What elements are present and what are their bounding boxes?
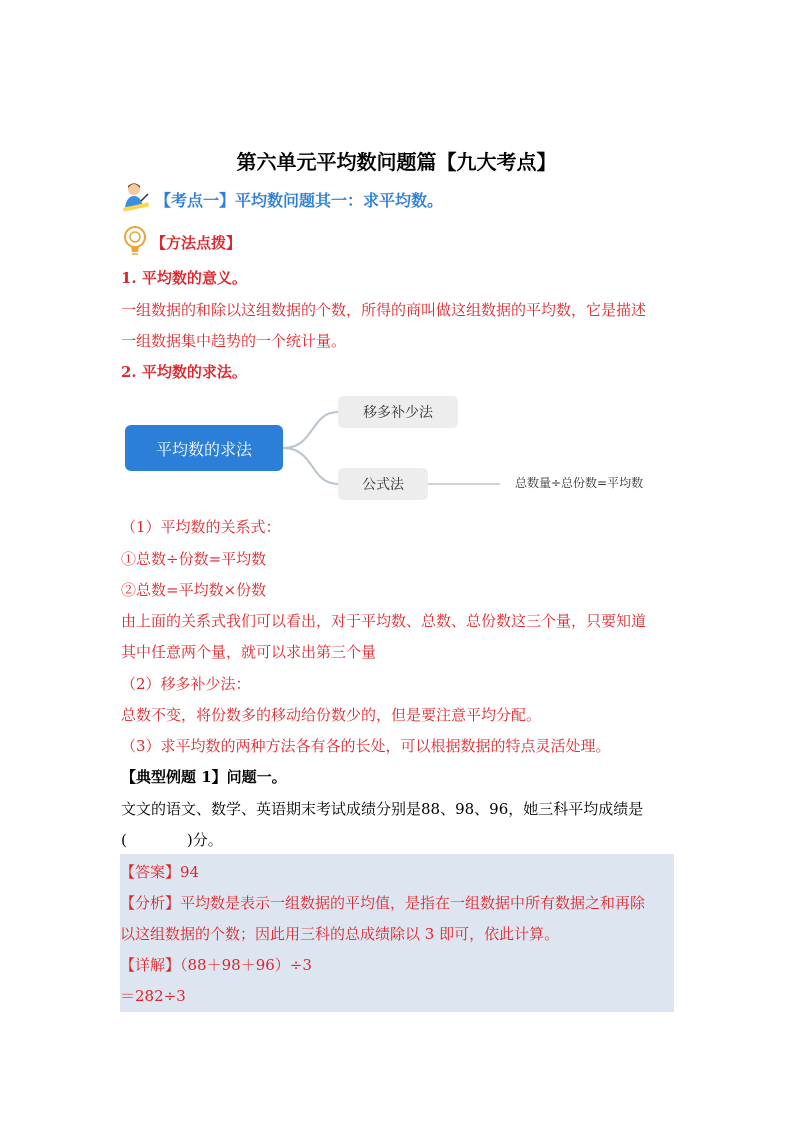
analysis-line1: [120, 893, 680, 913]
mindmap-root-node: 平均数的求法: [125, 425, 283, 471]
answer-label: 【答案】: [120, 863, 181, 881]
lightbulb-icon: [121, 224, 149, 260]
fangfa-heading: [121, 225, 241, 259]
answer-panel: [120, 854, 674, 1012]
fangfa-text: 【方法点拨】: [151, 233, 242, 252]
mindmap-diagram: [120, 392, 680, 504]
detail-text-1: （88＋98＋96）÷3: [180, 956, 312, 974]
kaodian-text: 【考点一】平均数问题其一：求平均数。: [155, 190, 444, 210]
relation-explain-line2: 其中任意两个量，就可以求出第三个量: [121, 643, 377, 661]
mindmap-node-yiduo: 移多补少法: [338, 396, 458, 428]
method-compare: （3）求平均数的两种方法各有各的长处，可以根据数据的特点灵活处理。: [121, 737, 611, 755]
question-line2: ( )分。: [121, 831, 223, 849]
analysis-line2: 以这组数据的个数；因此用三科的总成绩除以 3 即可，依此计算。: [120, 925, 560, 943]
analysis-label: 【分析】: [120, 894, 181, 912]
detail-line1: [120, 955, 680, 975]
detail-label: 【详解】: [120, 956, 181, 974]
question-line1: 文文的语文、数学、英语期末考试成绩分别是88、98、96，她三科平均成绩是: [121, 800, 644, 818]
relation-heading: （1）平均数的关系式：: [121, 518, 281, 536]
relation-formula-2: ②总数=平均数×份数: [121, 581, 267, 599]
detail-line2: ＝282÷3: [120, 987, 186, 1005]
section-1-para-line2: 一组数据集中趋势的一个统计量。: [121, 332, 347, 350]
relation-explain-line1: 由上面的关系式我们可以看出，对于平均数、总数、总份数这三个量，只要知道: [121, 612, 647, 630]
kaodian-heading: [121, 182, 443, 216]
yiduo-explain: 总数不变，将份数多的移动给份数少的，但是要注意平均分配。: [121, 706, 542, 724]
relation-formula-1: ①总数÷份数=平均数: [121, 550, 267, 568]
section-1-title: 1. 平均数的意义。: [121, 269, 247, 287]
mindmap-node-gongshi: 公式法: [338, 468, 428, 500]
yiduo-heading: （2）移多补少法：: [121, 675, 251, 693]
section-1-para-line1: 一组数据的和除以这组数据的个数，所得的商叫做这组数据的平均数，它是描述: [121, 301, 647, 319]
answer-line: [120, 862, 680, 882]
analysis-text-1: 平均数是表示一组数据的平均值，是指在一组数据中所有数据之和再除: [180, 894, 646, 912]
page-title: 第六单元平均数问题篇【九大考点】: [236, 150, 557, 174]
example-title: 【典型例题 1】问题一。: [121, 768, 287, 786]
answer-value: 94: [180, 863, 200, 881]
section-2-title: 2. 平均数的求法。: [121, 363, 247, 381]
mindmap-formula-note: 总数量÷总份数=平均数: [515, 476, 644, 490]
student-writing-icon: [121, 181, 151, 217]
